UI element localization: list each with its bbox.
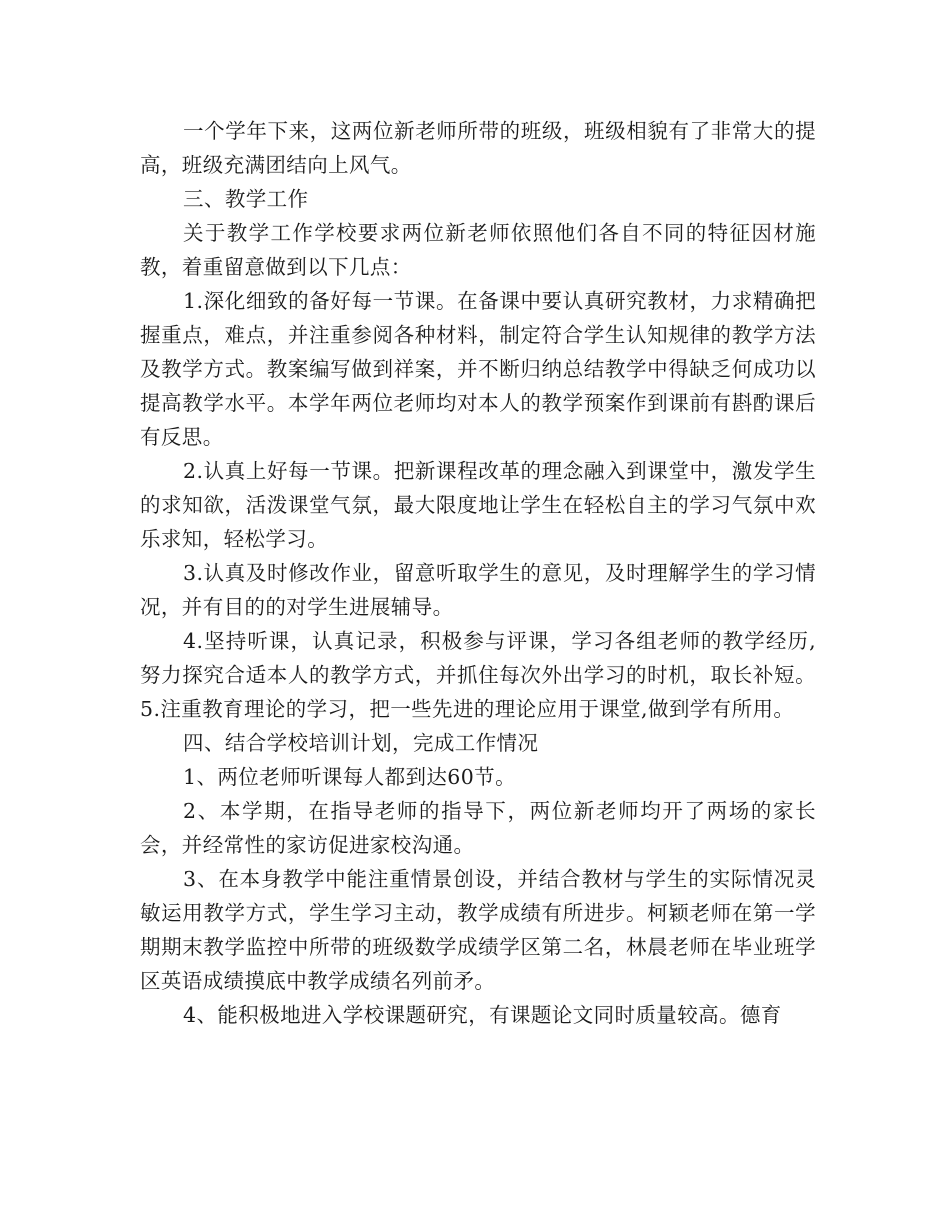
paragraph-class-improvement: 一个学年下来，这两位新老师所带的班级，班级相貌有了非常大的提高，班级充满团结向上风气。 bbox=[140, 119, 816, 177]
paragraph-item-lesson-count: 1、两位老师听课每人都到达60节。 bbox=[183, 765, 516, 789]
paragraph-item-homework: 3.认真及时修改作业，留意听取学生的意见，及时理解学生的学习情况，并有目的的对学生进展辅导。 bbox=[140, 561, 816, 619]
paragraph-item-parent-meetings: 2、本学期，在指导老师的指导下，两位新老师均开了两场的家长会，并经常性的家访促进家校沟通。 bbox=[140, 799, 816, 857]
heading-training-plan: 四、结合学校培训计划，完成工作情况 bbox=[183, 731, 539, 755]
heading-teaching-work: 三、教学工作 bbox=[183, 187, 309, 211]
document-body bbox=[140, 114, 830, 1032]
paragraph-item-teaching-class: 2.认真上好每一节课。把新课程改革的理念融入到课堂中，激发学生的求知欲，活泼课堂气氛，最大限度地让学生在轻松自主的学习气氛中欢乐求知，轻松学习。 bbox=[140, 459, 816, 551]
paragraph-item-teaching-results: 3、在本身教学中能注重情景创设，并结合教材与学生的实际情况灵敏运用教学方式，学生学习主动，教学成绩有所进步。柯颖老师在第一学期期末教学监控中所带的班级数学成绩学区第二名，林晨老师在毕业班学区英语成绩摸底中教学成绩名列前矛。 bbox=[140, 867, 816, 993]
paragraph-item-observation: 4.坚持听课，认真记录，积极参与评课，学习各组老师的教学经历,努力探究合适本人的教学方式，并抓住每次外出学习的时机，取长补短。 5.注重教育理论的学习，把一些先进的理论应用于课堂,做到学有所用。 bbox=[140, 629, 830, 721]
paragraph-item-research: 4、能积极地进入学校课题研究，有课题论文同时质量较高。德育 bbox=[183, 1003, 782, 1027]
paragraph-teaching-requirements: 关于教学工作学校要求两位新老师依照他们各自不同的特征因材施教，着重留意做到以下几点： bbox=[140, 221, 816, 279]
paragraph-item-lesson-prep: 1.深化细致的备好每一节课。在备课中要认真研究教材，力求精确把握重点，难点，并注重参阅各种材料，制定符合学生认知规律的教学方法及教学方式。教案编写做到祥案，并不断归纳总结教学中得缺乏何成功以提高教学水平。本学年两位老师均对本人的教学预案作到课前有斟酌课后有反思。 bbox=[140, 289, 816, 449]
